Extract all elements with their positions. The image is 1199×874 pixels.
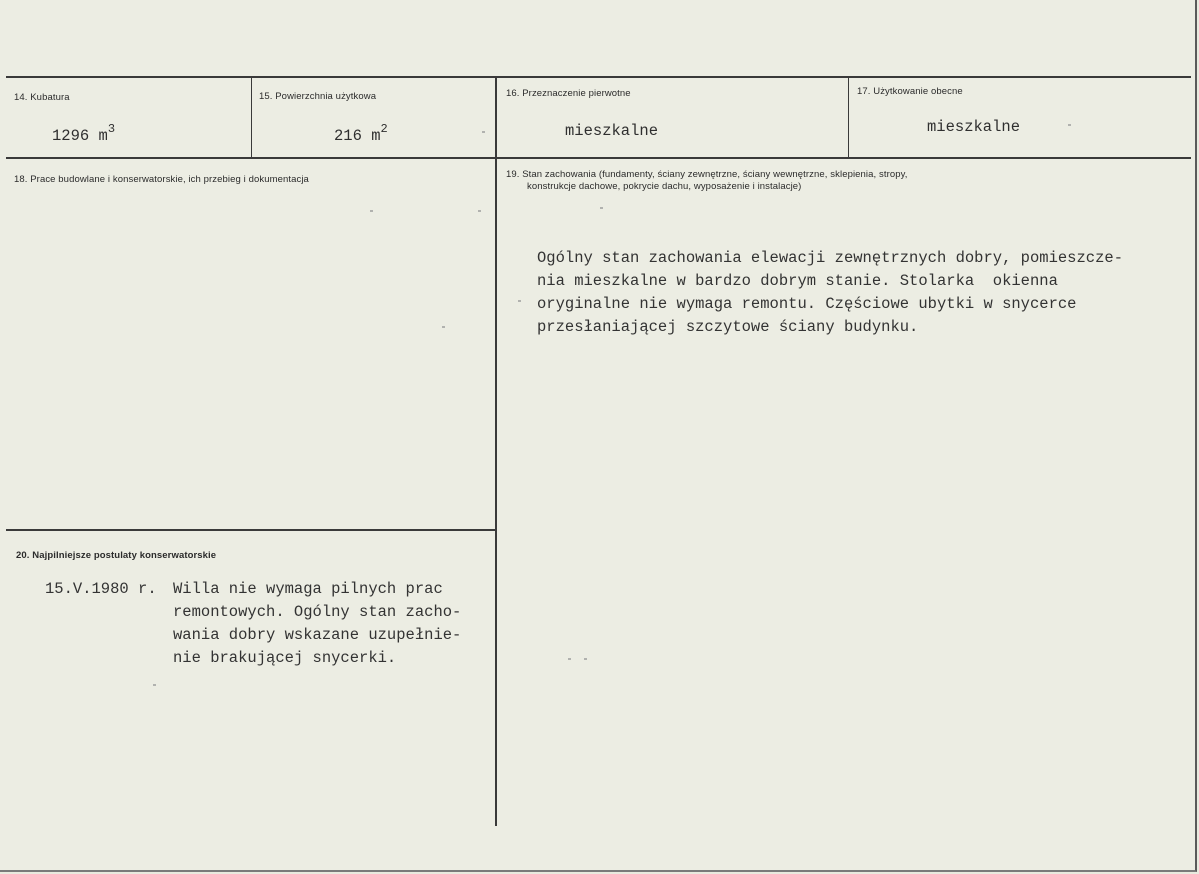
przeznaczenie-label: 16. Przeznaczenie pierwotne [506, 88, 631, 99]
powierzchnia-number: 216 m [334, 127, 381, 145]
col-divider-1 [251, 78, 252, 158]
powierzchnia-unit-exponent: 2 [380, 122, 388, 136]
paper-speck [600, 207, 603, 209]
stan-zachowania-line: oryginalne nie wymaga remontu. Częściowe ubytki w snycerce [537, 295, 1077, 313]
stan-zachowania-text [537, 247, 1123, 339]
stan-zachowania-line: nia mieszkalne w bardzo dobrym stanie. Stolarka okienna [537, 272, 1058, 290]
section20-top-rule [6, 529, 495, 531]
paper-speck [482, 131, 485, 133]
przeznaczenie-value: mieszkalne [565, 122, 659, 140]
prace-budowlane-label: 18. Prace budowlane i konserwatorskie, ich przebieg i dokumentacja [14, 174, 309, 185]
postulaty-date: 15.V.1980 r. [45, 580, 157, 598]
postulaty-line: Willa nie wymaga pilnych prac [173, 580, 443, 598]
paper-speck [442, 326, 445, 328]
kubatura-value [52, 122, 115, 145]
paper-speck [370, 210, 373, 212]
powierzchnia-value [334, 122, 388, 145]
top-rule [6, 76, 1191, 78]
uzytkowanie-label: 17. Użytkowanie obecne [857, 86, 963, 97]
kubatura-unit-exponent: 3 [107, 122, 116, 136]
stan-zachowania-line: przesłaniającej szczytowe ściany budynku. [537, 318, 919, 336]
paper-speck [153, 684, 156, 686]
paper-speck [568, 658, 571, 660]
postulaty-line: nie brakującej snycerki. [173, 649, 397, 667]
stan-zachowania-label-line1: 19. Stan zachowania (fundamenty, ściany zewnętrzne, ściany wewnętrzne, sklepienia, stropy, [506, 169, 908, 180]
paper-speck [478, 210, 481, 212]
postulaty-label: 20. Najpilniejsze postulaty konserwatorskie [16, 550, 217, 561]
paper-speck [1068, 124, 1071, 126]
paper-speck [584, 658, 587, 660]
kubatura-label: 14. Kubatura [14, 92, 70, 103]
postulaty-text [173, 578, 461, 670]
postulaty-line: wania dobry wskazane uzupełnie- [173, 626, 462, 644]
col-divider-3 [848, 78, 849, 158]
uzytkowanie-value: mieszkalne [927, 118, 1021, 136]
powierzchnia-label: 15. Powierzchnia użytkowa [259, 91, 377, 102]
stan-zachowania-label-line2: konstrukcje dachowe, pokrycie dachu, wyposażenie i instalacje) [527, 181, 802, 192]
col-divider-2 [495, 78, 497, 826]
postulaty-line: remontowych. Ogólny stan zacho- [173, 603, 462, 621]
kubatura-number: 1296 m [52, 127, 108, 145]
stan-zachowania-line: Ogólny stan zachowania elewacji zewnętrznych dobry, pomieszcze- [537, 249, 1123, 267]
row1-bottom-rule [6, 157, 1191, 159]
paper-speck [518, 300, 521, 302]
